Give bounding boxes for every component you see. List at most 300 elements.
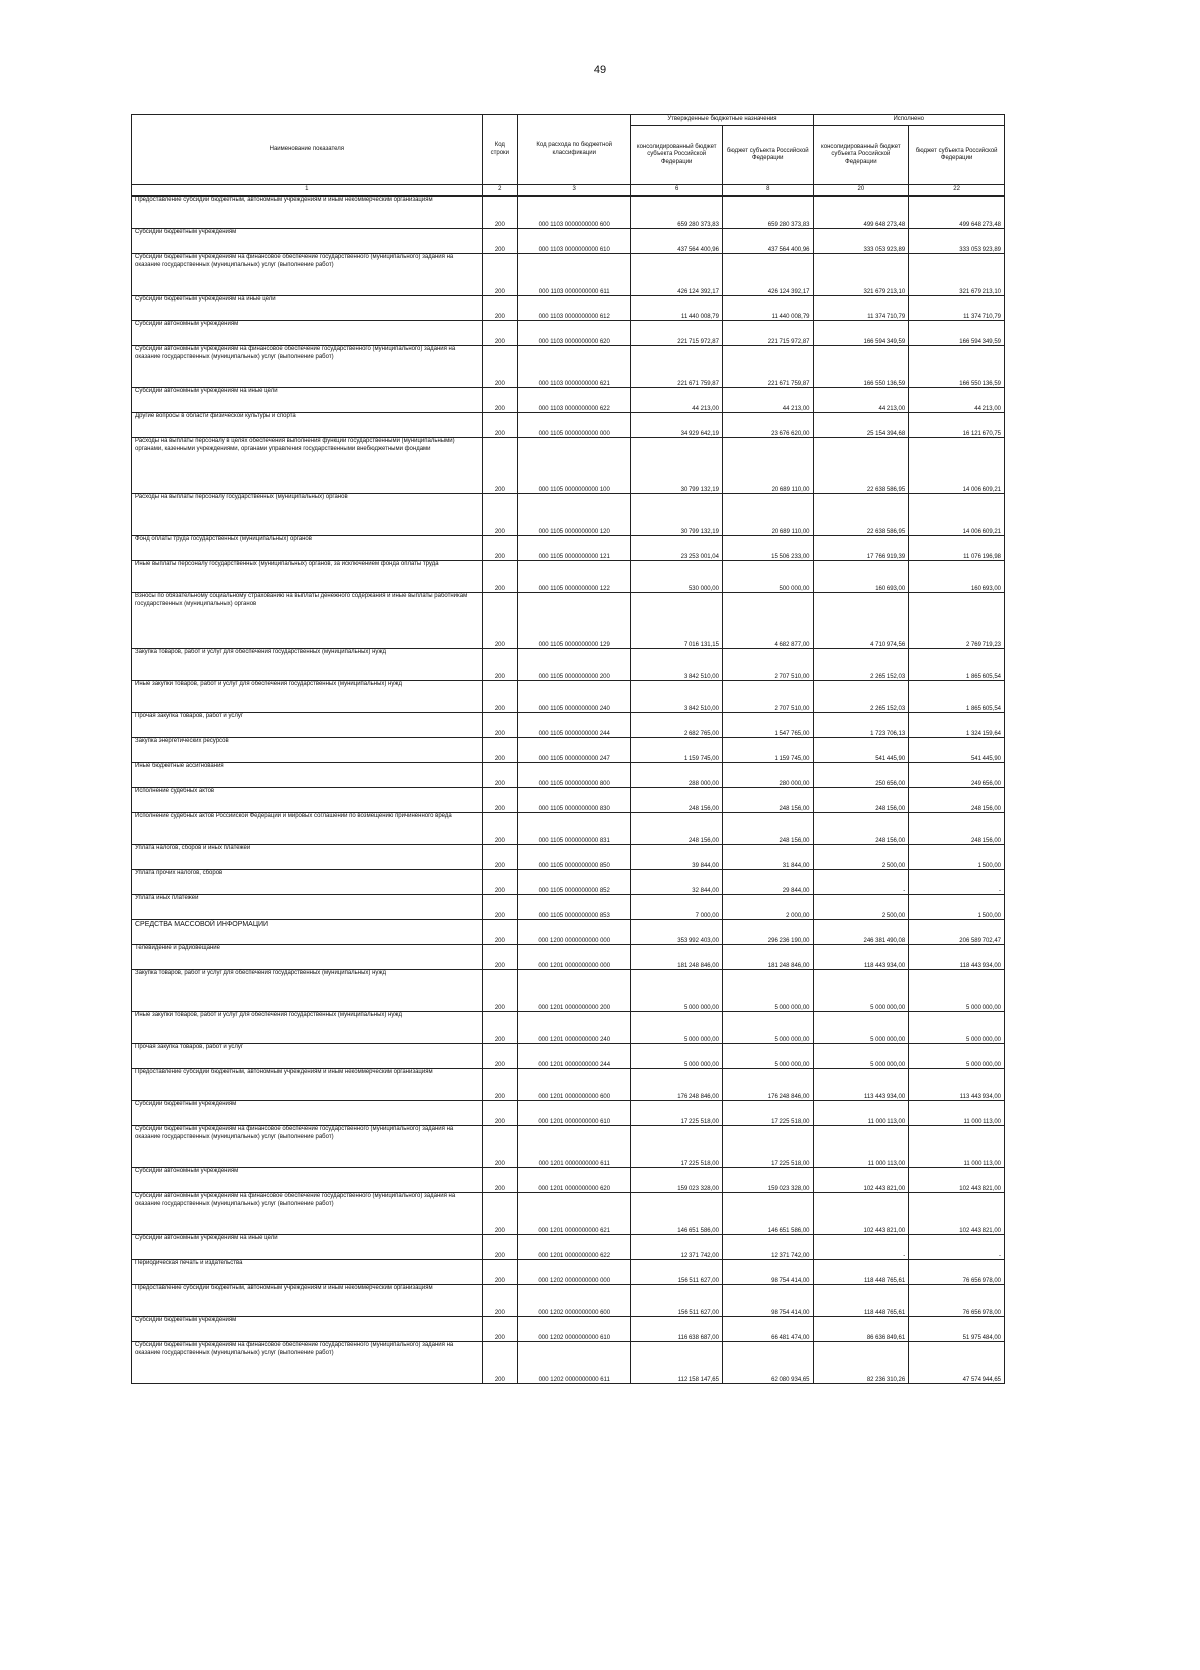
approved-consolidated-cell: 30 799 132,19 xyxy=(631,494,723,536)
line-code-cell: 200 xyxy=(482,788,517,813)
col-number: 20 xyxy=(813,185,909,197)
line-code-cell: 200 xyxy=(482,649,517,681)
executed-subject-cell: - xyxy=(909,1235,1005,1260)
indicator-name-cell: Субсидии автономным учреждениям на финансовое обеспечение государственного (муниципального) задания на оказание государственных (муниципальных) услуг (выполнение работ) xyxy=(132,1193,483,1235)
approved-subject-cell: 500 000,00 xyxy=(722,561,813,593)
line-code-cell: 200 xyxy=(482,1069,517,1101)
line-code-cell: 200 xyxy=(482,494,517,536)
line-code-cell: 200 xyxy=(482,813,517,845)
table-row xyxy=(132,681,1005,713)
kbk-cell: 000 1201 0000000000 622 xyxy=(518,1235,631,1260)
table-row xyxy=(132,1069,1005,1101)
kbk-cell: 000 1103 0000000000 621 xyxy=(518,346,631,388)
executed-subject-cell: 118 443 934,00 xyxy=(909,945,1005,970)
executed-consolidated-cell: 2 500,00 xyxy=(813,845,909,870)
executed-consolidated-cell: 541 445,90 xyxy=(813,738,909,763)
page-number: 49 xyxy=(593,64,607,76)
approved-consolidated-cell: 112 158 147,65 xyxy=(631,1342,723,1384)
executed-consolidated-cell: 11 000 113,00 xyxy=(813,1101,909,1126)
header-line-code: Код строки xyxy=(482,115,517,185)
executed-consolidated-cell: 118 448 765,61 xyxy=(813,1285,909,1317)
indicator-name-cell: Субсидии бюджетным учреждениям xyxy=(132,229,483,254)
executed-consolidated-cell: 333 053 923,89 xyxy=(813,229,909,254)
executed-subject-cell: 249 656,00 xyxy=(909,763,1005,788)
indicator-name-cell: Иные закупки товаров, работ и услуг для обеспечения государственных (муниципальных) нужд xyxy=(132,681,483,713)
approved-subject-cell: 11 440 008,79 xyxy=(722,296,813,321)
executed-consolidated-cell: - xyxy=(813,1235,909,1260)
line-code-cell: 200 xyxy=(482,1260,517,1285)
table-row xyxy=(132,561,1005,593)
col-number: 22 xyxy=(909,185,1005,197)
indicator-name-cell: Другие вопросы в области физической культуры и спорта xyxy=(132,413,483,438)
indicator-name-cell: Закупка товаров, работ и услуг для обеспечения государственных (муниципальных) нужд xyxy=(132,970,483,1012)
approved-subject-cell: 5 000 000,00 xyxy=(722,1044,813,1069)
indicator-name-cell: Субсидии автономным учреждениям xyxy=(132,321,483,346)
line-code-cell: 200 xyxy=(482,593,517,649)
executed-consolidated-cell: 113 443 934,00 xyxy=(813,1069,909,1101)
kbk-cell: 000 1201 0000000000 610 xyxy=(518,1101,631,1126)
approved-consolidated-cell: 530 000,00 xyxy=(631,561,723,593)
col-number: 6 xyxy=(631,185,723,197)
indicator-name-cell: Закупка энергетических ресурсов xyxy=(132,738,483,763)
table-row xyxy=(132,845,1005,870)
line-code-cell: 200 xyxy=(482,845,517,870)
executed-subject-cell: 11 000 113,00 xyxy=(909,1101,1005,1126)
line-code-cell: 200 xyxy=(482,1012,517,1044)
kbk-cell: 000 1103 0000000000 600 xyxy=(518,196,631,229)
executed-subject-cell: 1 500,00 xyxy=(909,845,1005,870)
indicator-name-cell: Периодическая печать и издательства xyxy=(132,1260,483,1285)
table-row xyxy=(132,536,1005,561)
line-code-cell: 200 xyxy=(482,536,517,561)
executed-subject-cell: 102 443 821,00 xyxy=(909,1168,1005,1193)
approved-subject-cell: 12 371 742,00 xyxy=(722,1235,813,1260)
header-approved-subject: бюджет субъекта Российской Федерации xyxy=(722,126,813,185)
approved-subject-cell: 181 248 846,00 xyxy=(722,945,813,970)
executed-subject-cell: 1 865 605,54 xyxy=(909,649,1005,681)
executed-consolidated-cell: 44 213,00 xyxy=(813,388,909,413)
line-code-cell: 200 xyxy=(482,229,517,254)
approved-consolidated-cell: 11 440 008,79 xyxy=(631,296,723,321)
approved-subject-cell: 659 280 373,83 xyxy=(722,196,813,229)
approved-subject-cell: 5 000 000,00 xyxy=(722,1012,813,1044)
kbk-cell: 000 1105 0000000000 000 xyxy=(518,413,631,438)
indicator-name-cell: Иные закупки товаров, работ и услуг для обеспечения государственных (муниципальных) нужд xyxy=(132,1012,483,1044)
indicator-name-cell: Исполнение судебных актов xyxy=(132,788,483,813)
executed-subject-cell: 14 006 609,21 xyxy=(909,494,1005,536)
executed-subject-cell: 1 500,00 xyxy=(909,895,1005,920)
line-code-cell: 200 xyxy=(482,1193,517,1235)
indicator-name-cell: Прочая закупка товаров, работ и услуг xyxy=(132,713,483,738)
table-row xyxy=(132,738,1005,763)
approved-consolidated-cell: 44 213,00 xyxy=(631,388,723,413)
line-code-cell: 200 xyxy=(482,870,517,895)
col-number: 2 xyxy=(482,185,517,197)
approved-subject-cell: 20 689 110,00 xyxy=(722,494,813,536)
executed-consolidated-cell: 4 710 974,56 xyxy=(813,593,909,649)
indicator-name-cell: Уплата прочих налогов, сборов xyxy=(132,870,483,895)
approved-consolidated-cell: 30 799 132,19 xyxy=(631,438,723,494)
header-kbk: Код расхода по бюджетной классификации xyxy=(518,115,631,185)
approved-consolidated-cell: 17 225 518,00 xyxy=(631,1126,723,1168)
kbk-cell: 000 1105 0000000000 853 xyxy=(518,895,631,920)
executed-subject-cell: 76 656 978,00 xyxy=(909,1285,1005,1317)
col-number: 3 xyxy=(518,185,631,197)
executed-consolidated-cell: 5 000 000,00 xyxy=(813,1012,909,1044)
approved-consolidated-cell: 32 844,00 xyxy=(631,870,723,895)
approved-subject-cell: 248 156,00 xyxy=(722,788,813,813)
kbk-cell: 000 1201 0000000000 000 xyxy=(518,945,631,970)
executed-consolidated-cell: 102 443 821,00 xyxy=(813,1193,909,1235)
approved-consolidated-cell: 5 000 000,00 xyxy=(631,1044,723,1069)
kbk-cell: 000 1103 0000000000 611 xyxy=(518,254,631,296)
kbk-cell: 000 1200 0000000000 000 xyxy=(518,920,631,945)
approved-consolidated-cell: 2 682 765,00 xyxy=(631,713,723,738)
executed-subject-cell: 248 156,00 xyxy=(909,813,1005,845)
executed-consolidated-cell: 11 000 113,00 xyxy=(813,1126,909,1168)
indicator-name-cell: Уплата налогов, сборов и иных платежей xyxy=(132,845,483,870)
line-code-cell: 200 xyxy=(482,413,517,438)
line-code-cell: 200 xyxy=(482,196,517,229)
executed-subject-cell: 11 374 710,79 xyxy=(909,296,1005,321)
approved-consolidated-cell: 7 016 131,15 xyxy=(631,593,723,649)
kbk-cell: 000 1103 0000000000 622 xyxy=(518,388,631,413)
approved-consolidated-cell: 437 564 400,96 xyxy=(631,229,723,254)
executed-subject-cell: 5 000 000,00 xyxy=(909,1012,1005,1044)
table-row xyxy=(132,296,1005,321)
kbk-cell: 000 1105 0000000000 129 xyxy=(518,593,631,649)
kbk-cell: 000 1103 0000000000 620 xyxy=(518,321,631,346)
approved-consolidated-cell: 176 248 846,00 xyxy=(631,1069,723,1101)
approved-subject-cell: 146 651 586,00 xyxy=(722,1193,813,1235)
executed-subject-cell: 5 000 000,00 xyxy=(909,970,1005,1012)
line-code-cell: 200 xyxy=(482,561,517,593)
kbk-cell: 000 1202 0000000000 611 xyxy=(518,1342,631,1384)
indicator-name-cell: Закупка товаров, работ и услуг для обеспечения государственных (муниципальных) нужд xyxy=(132,649,483,681)
approved-subject-cell: 296 236 190,00 xyxy=(722,920,813,945)
approved-subject-cell: 221 715 972,87 xyxy=(722,321,813,346)
approved-consolidated-cell: 34 929 642,19 xyxy=(631,413,723,438)
indicator-name-cell: Иные бюджетные ассигнования xyxy=(132,763,483,788)
approved-consolidated-cell: 353 992 403,00 xyxy=(631,920,723,945)
indicator-name-cell: Прочая закупка товаров, работ и услуг xyxy=(132,1044,483,1069)
approved-subject-cell: 98 754 414,00 xyxy=(722,1285,813,1317)
indicator-name-cell: Субсидии бюджетным учреждениям на финансовое обеспечение государственного (муниципального) задания на оказание государственных (муниципальных) услуг (выполнение работ) xyxy=(132,254,483,296)
executed-consolidated-cell: 25 154 394,68 xyxy=(813,413,909,438)
line-code-cell: 200 xyxy=(482,1235,517,1260)
table-row xyxy=(132,321,1005,346)
table-row xyxy=(132,713,1005,738)
indicator-name-cell: Субсидии автономным учреждениям xyxy=(132,1168,483,1193)
executed-subject-cell: 1 324 159,64 xyxy=(909,713,1005,738)
approved-subject-cell: 23 676 620,00 xyxy=(722,413,813,438)
table-row xyxy=(132,413,1005,438)
executed-subject-cell: 44 213,00 xyxy=(909,388,1005,413)
executed-consolidated-cell: 499 648 273,48 xyxy=(813,196,909,229)
line-code-cell: 200 xyxy=(482,321,517,346)
executed-consolidated-cell: 160 693,00 xyxy=(813,561,909,593)
executed-subject-cell: 248 156,00 xyxy=(909,788,1005,813)
header-executed: Исполнено xyxy=(813,115,1005,126)
budget-execution-table xyxy=(131,114,1005,1384)
approved-subject-cell: 5 000 000,00 xyxy=(722,970,813,1012)
executed-subject-cell: 51 975 484,00 xyxy=(909,1317,1005,1342)
table-row xyxy=(132,196,1005,229)
executed-subject-cell: 2 769 719,23 xyxy=(909,593,1005,649)
executed-consolidated-cell: 250 656,00 xyxy=(813,763,909,788)
indicator-name-cell: Предоставление субсидий бюджетным, автономным учреждениям и иным некоммерческим организациям xyxy=(132,1069,483,1101)
indicator-name-cell: Субсидии бюджетным учреждениям xyxy=(132,1101,483,1126)
table-row xyxy=(132,1012,1005,1044)
approved-subject-cell: 4 682 877,00 xyxy=(722,593,813,649)
kbk-cell: 000 1105 0000000000 200 xyxy=(518,649,631,681)
line-code-cell: 200 xyxy=(482,1317,517,1342)
line-code-cell: 200 xyxy=(482,713,517,738)
line-code-cell: 200 xyxy=(482,920,517,945)
kbk-cell: 000 1105 0000000000 244 xyxy=(518,713,631,738)
executed-consolidated-cell: 86 636 849,61 xyxy=(813,1317,909,1342)
approved-consolidated-cell: 3 842 510,00 xyxy=(631,649,723,681)
approved-subject-cell: 1 159 745,00 xyxy=(722,738,813,763)
approved-subject-cell: 15 506 233,00 xyxy=(722,536,813,561)
table-row xyxy=(132,494,1005,536)
indicator-name-cell: Иные выплаты персоналу государственных (муниципальных) органов, за исключением фонда оплаты труда xyxy=(132,561,483,593)
line-code-cell: 200 xyxy=(482,945,517,970)
header-executed-consolidated: консолидированный бюджет субъекта Российской Федерации xyxy=(813,126,909,185)
line-code-cell: 200 xyxy=(482,738,517,763)
executed-consolidated-cell: - xyxy=(813,870,909,895)
kbk-cell: 000 1105 0000000000 240 xyxy=(518,681,631,713)
approved-consolidated-cell: 5 000 000,00 xyxy=(631,970,723,1012)
approved-subject-cell: 62 080 934,65 xyxy=(722,1342,813,1384)
approved-subject-cell: 20 689 110,00 xyxy=(722,438,813,494)
approved-subject-cell: 426 124 392,17 xyxy=(722,254,813,296)
line-code-cell: 200 xyxy=(482,970,517,1012)
kbk-cell: 000 1105 0000000000 831 xyxy=(518,813,631,845)
approved-consolidated-cell: 248 156,00 xyxy=(631,788,723,813)
table-row xyxy=(132,1342,1005,1384)
executed-consolidated-cell: 2 265 152,03 xyxy=(813,649,909,681)
indicator-name-cell: Предоставление субсидий бюджетным, автономным учреждениям и иным некоммерческим организациям xyxy=(132,1285,483,1317)
indicator-name-cell: Фонд оплаты труда государственных (муниципальных) органов xyxy=(132,536,483,561)
executed-consolidated-cell: 118 448 765,61 xyxy=(813,1260,909,1285)
executed-subject-cell: 11 000 113,00 xyxy=(909,1126,1005,1168)
executed-subject-cell: 321 679 213,10 xyxy=(909,254,1005,296)
table-row xyxy=(132,229,1005,254)
indicator-name-cell: СРЕДСТВА МАССОВОЙ ИНФОРМАЦИИ xyxy=(132,920,483,945)
indicator-name-cell: Расходы на выплаты персоналу государственных (муниципальных) органов xyxy=(132,494,483,536)
kbk-cell: 000 1105 0000000000 830 xyxy=(518,788,631,813)
approved-subject-cell: 280 000,00 xyxy=(722,763,813,788)
executed-consolidated-cell: 1 723 706,13 xyxy=(813,713,909,738)
kbk-cell: 000 1105 0000000000 800 xyxy=(518,763,631,788)
kbk-cell: 000 1105 0000000000 120 xyxy=(518,494,631,536)
executed-consolidated-cell: 5 000 000,00 xyxy=(813,1044,909,1069)
table-row xyxy=(132,1260,1005,1285)
table-row xyxy=(132,438,1005,494)
kbk-cell: 000 1103 0000000000 612 xyxy=(518,296,631,321)
line-code-cell: 200 xyxy=(482,1126,517,1168)
table-row xyxy=(132,813,1005,845)
line-code-cell: 200 xyxy=(482,681,517,713)
line-code-cell: 200 xyxy=(482,1285,517,1317)
approved-consolidated-cell: 221 715 972,87 xyxy=(631,321,723,346)
executed-consolidated-cell: 82 236 310,26 xyxy=(813,1342,909,1384)
approved-consolidated-cell: 7 000,00 xyxy=(631,895,723,920)
line-code-cell: 200 xyxy=(482,763,517,788)
executed-consolidated-cell: 22 638 586,95 xyxy=(813,494,909,536)
indicator-name-cell: Телевидение и радиовещание xyxy=(132,945,483,970)
header-approved-consolidated: консолидированный бюджет субъекта Российской Федерации xyxy=(631,126,723,185)
approved-subject-cell: 2 707 510,00 xyxy=(722,649,813,681)
kbk-cell: 000 1202 0000000000 600 xyxy=(518,1285,631,1317)
kbk-cell: 000 1201 0000000000 611 xyxy=(518,1126,631,1168)
indicator-name-cell: Субсидии автономным учреждениям на иные цели xyxy=(132,1235,483,1260)
table-row xyxy=(132,1317,1005,1342)
executed-consolidated-cell: 248 156,00 xyxy=(813,813,909,845)
approved-consolidated-cell: 1 159 745,00 xyxy=(631,738,723,763)
executed-subject-cell: 11 076 196,98 xyxy=(909,536,1005,561)
table-row xyxy=(132,1235,1005,1260)
executed-subject-cell: 499 648 273,48 xyxy=(909,196,1005,229)
table-row xyxy=(132,763,1005,788)
kbk-cell: 000 1105 0000000000 121 xyxy=(518,536,631,561)
indicator-name-cell: Субсидии автономным учреждениям на финансовое обеспечение государственного (муниципального) задания на оказание государственных (муниципальных) услуг (выполнение работ) xyxy=(132,346,483,388)
executed-subject-cell: 113 443 934,00 xyxy=(909,1069,1005,1101)
executed-consolidated-cell: 2 265 152,03 xyxy=(813,681,909,713)
approved-consolidated-cell: 426 124 392,17 xyxy=(631,254,723,296)
table-row xyxy=(132,870,1005,895)
executed-subject-cell: 14 006 609,21 xyxy=(909,438,1005,494)
executed-consolidated-cell: 166 594 349,59 xyxy=(813,321,909,346)
indicator-name-cell: Взносы по обязательному социальному страхованию на выплаты денежного содержания и иные выплаты работникам государственных (муниципальных) органов xyxy=(132,593,483,649)
kbk-cell: 000 1201 0000000000 621 xyxy=(518,1193,631,1235)
kbk-cell: 000 1201 0000000000 200 xyxy=(518,970,631,1012)
executed-subject-cell: 166 594 349,59 xyxy=(909,321,1005,346)
approved-subject-cell: 29 844,00 xyxy=(722,870,813,895)
kbk-cell: 000 1201 0000000000 600 xyxy=(518,1069,631,1101)
indicator-name-cell: Субсидии бюджетным учреждениям на финансовое обеспечение государственного (муниципального) задания на оказание государственных (муниципальных) услуг (выполнение работ) xyxy=(132,1342,483,1384)
table-row xyxy=(132,970,1005,1012)
approved-consolidated-cell: 39 844,00 xyxy=(631,845,723,870)
approved-subject-cell: 44 213,00 xyxy=(722,388,813,413)
approved-consolidated-cell: 181 248 846,00 xyxy=(631,945,723,970)
approved-consolidated-cell: 116 638 687,00 xyxy=(631,1317,723,1342)
indicator-name-cell: Субсидии бюджетным учреждениям xyxy=(132,1317,483,1342)
approved-consolidated-cell: 17 225 518,00 xyxy=(631,1101,723,1126)
executed-consolidated-cell: 5 000 000,00 xyxy=(813,970,909,1012)
approved-consolidated-cell: 156 511 627,00 xyxy=(631,1260,723,1285)
approved-consolidated-cell: 248 156,00 xyxy=(631,813,723,845)
approved-subject-cell: 2 707 510,00 xyxy=(722,681,813,713)
table-row xyxy=(132,1168,1005,1193)
line-code-cell: 200 xyxy=(482,1342,517,1384)
table-row xyxy=(132,1126,1005,1168)
executed-consolidated-cell: 321 679 213,10 xyxy=(813,254,909,296)
kbk-cell: 000 1105 0000000000 247 xyxy=(518,738,631,763)
table-row xyxy=(132,593,1005,649)
approved-consolidated-cell: 146 651 586,00 xyxy=(631,1193,723,1235)
approved-subject-cell: 98 754 414,00 xyxy=(722,1260,813,1285)
approved-subject-cell: 221 671 759,87 xyxy=(722,346,813,388)
approved-consolidated-cell: 159 023 328,00 xyxy=(631,1168,723,1193)
table-row xyxy=(132,788,1005,813)
header-approved: Утвержденные бюджетные назначения xyxy=(631,115,813,126)
approved-subject-cell: 17 225 518,00 xyxy=(722,1101,813,1126)
kbk-cell: 000 1201 0000000000 244 xyxy=(518,1044,631,1069)
executed-consolidated-cell: 102 443 821,00 xyxy=(813,1168,909,1193)
table-row xyxy=(132,254,1005,296)
table-row xyxy=(132,945,1005,970)
approved-consolidated-cell: 221 671 759,87 xyxy=(631,346,723,388)
indicator-name-cell: Предоставление субсидий бюджетным, автономным учреждениям и иным некоммерческим организациям xyxy=(132,196,483,229)
approved-subject-cell: 176 248 846,00 xyxy=(722,1069,813,1101)
indicator-name-cell: Расходы на выплаты персоналу в целях обеспечения выполнения функций государственными (муниципальными) органами, казенными учреждениями, органами управления государственными внебюджетными фондами xyxy=(132,438,483,494)
kbk-cell: 000 1202 0000000000 610 xyxy=(518,1317,631,1342)
table-row xyxy=(132,388,1005,413)
executed-consolidated-cell: 2 500,00 xyxy=(813,895,909,920)
line-code-cell: 200 xyxy=(482,438,517,494)
table-row xyxy=(132,895,1005,920)
kbk-cell: 000 1103 0000000000 610 xyxy=(518,229,631,254)
col-number: 1 xyxy=(132,185,483,197)
executed-consolidated-cell: 11 374 710,79 xyxy=(813,296,909,321)
approved-subject-cell: 17 225 518,00 xyxy=(722,1126,813,1168)
executed-consolidated-cell: 166 550 136,59 xyxy=(813,346,909,388)
line-code-cell: 200 xyxy=(482,296,517,321)
line-code-cell: 200 xyxy=(482,1101,517,1126)
approved-consolidated-cell: 5 000 000,00 xyxy=(631,1012,723,1044)
indicator-name-cell: Субсидии бюджетным учреждениям на финансовое обеспечение государственного (муниципального) задания на оказание государственных (муниципальных) услуг (выполнение работ) xyxy=(132,1126,483,1168)
approved-consolidated-cell: 659 280 373,83 xyxy=(631,196,723,229)
approved-subject-cell: 437 564 400,96 xyxy=(722,229,813,254)
executed-subject-cell: 206 589 702,47 xyxy=(909,920,1005,945)
approved-subject-cell: 1 547 765,00 xyxy=(722,713,813,738)
approved-subject-cell: 159 023 328,00 xyxy=(722,1168,813,1193)
table-row xyxy=(132,1101,1005,1126)
approved-subject-cell: 248 156,00 xyxy=(722,813,813,845)
table-row xyxy=(132,346,1005,388)
line-code-cell: 200 xyxy=(482,346,517,388)
indicator-name-cell: Субсидии автономным учреждениям на иные цели xyxy=(132,388,483,413)
executed-consolidated-cell: 246 381 490,08 xyxy=(813,920,909,945)
approved-subject-cell: 2 000,00 xyxy=(722,895,813,920)
table-row xyxy=(132,920,1005,945)
approved-subject-cell: 66 481 474,00 xyxy=(722,1317,813,1342)
kbk-cell: 000 1105 0000000000 852 xyxy=(518,870,631,895)
approved-consolidated-cell: 3 842 510,00 xyxy=(631,681,723,713)
kbk-cell: 000 1105 0000000000 122 xyxy=(518,561,631,593)
executed-subject-cell: 16 121 670,75 xyxy=(909,413,1005,438)
table-row xyxy=(132,1193,1005,1235)
table-row xyxy=(132,1044,1005,1069)
indicator-name-cell: Субсидии бюджетным учреждениям на иные цели xyxy=(132,296,483,321)
executed-subject-cell: 1 865 605,54 xyxy=(909,681,1005,713)
approved-consolidated-cell: 288 000,00 xyxy=(631,763,723,788)
table-row xyxy=(132,649,1005,681)
line-code-cell: 200 xyxy=(482,254,517,296)
approved-consolidated-cell: 23 253 001,04 xyxy=(631,536,723,561)
kbk-cell: 000 1201 0000000000 240 xyxy=(518,1012,631,1044)
kbk-cell: 000 1201 0000000000 620 xyxy=(518,1168,631,1193)
indicator-name-cell: Исполнение судебных актов Российской Федерации и мировых соглашений по возмещению причиненного вреда xyxy=(132,813,483,845)
executed-subject-cell: 166 550 136,59 xyxy=(909,346,1005,388)
col-number: 8 xyxy=(722,185,813,197)
executed-consolidated-cell: 22 638 586,95 xyxy=(813,438,909,494)
executed-subject-cell: - xyxy=(909,870,1005,895)
indicator-name-cell: Уплата иных платежей xyxy=(132,895,483,920)
approved-subject-cell: 31 844,00 xyxy=(722,845,813,870)
